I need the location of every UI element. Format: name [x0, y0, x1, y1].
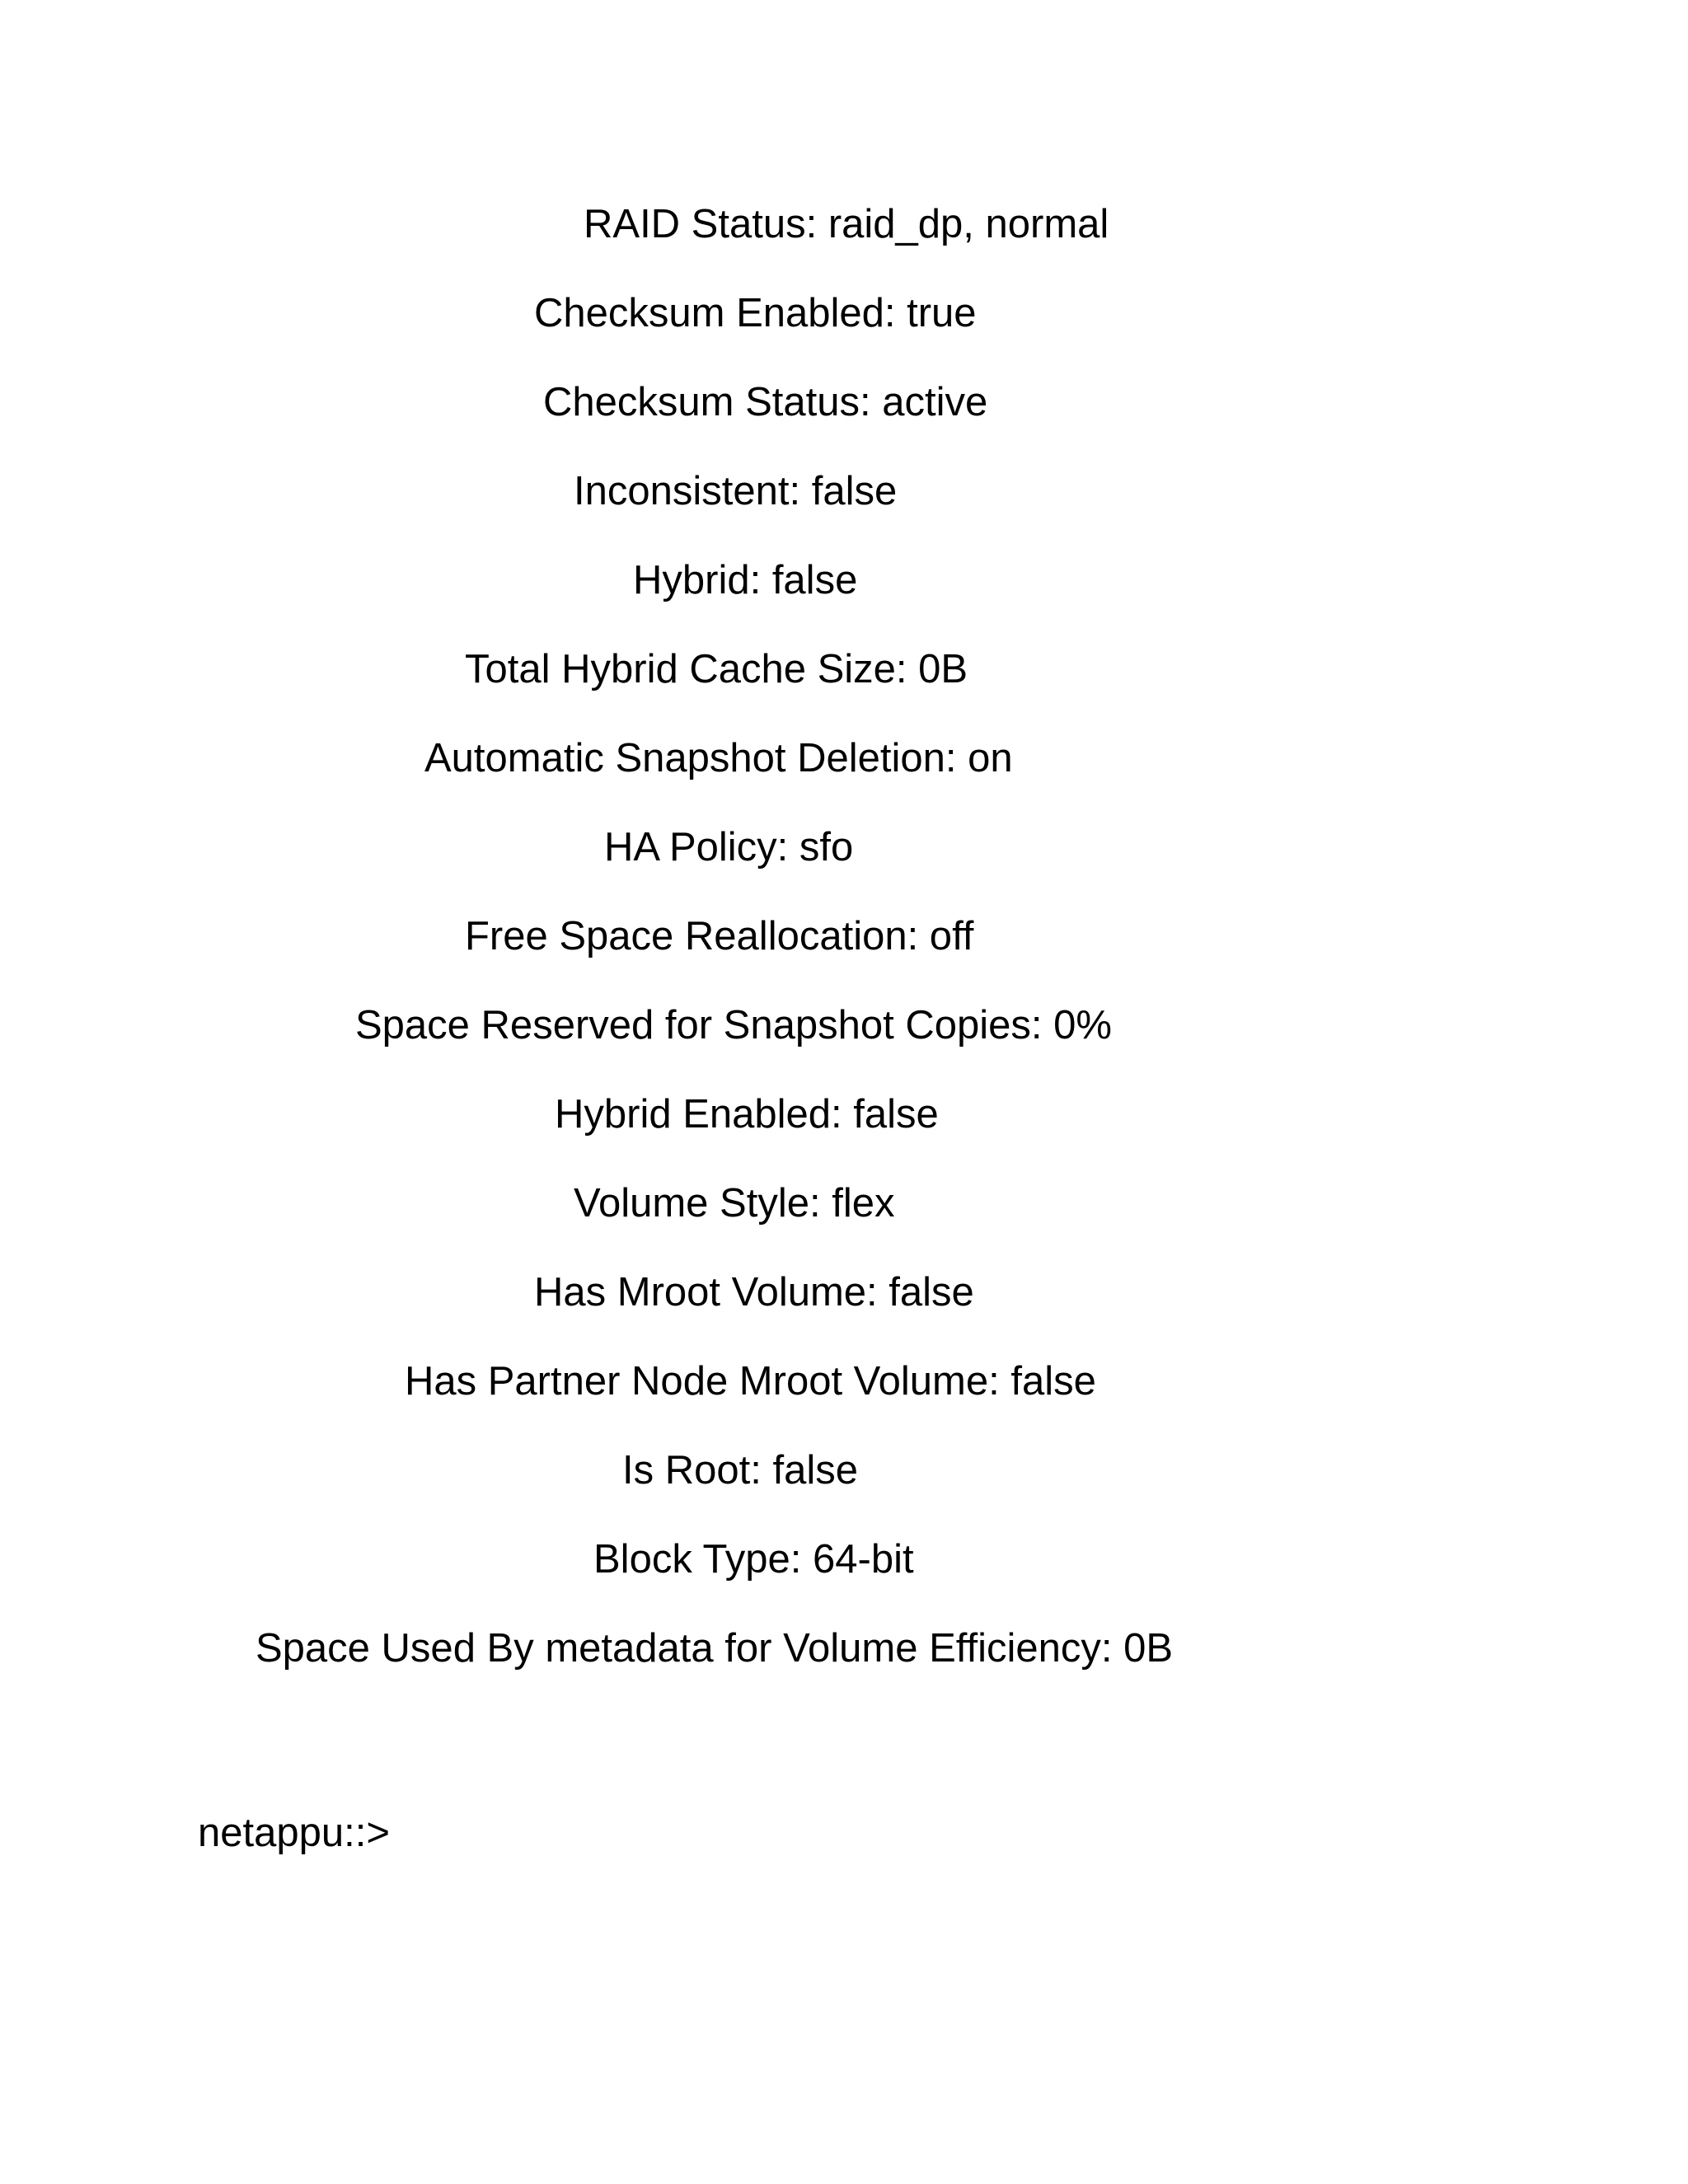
line-text: Space Reserved for Snapshot Copies: 0%: [355, 1003, 1112, 1047]
line-text: Has Partner Node Mroot Volume: false: [405, 1359, 1096, 1404]
line-text: RAID Status: raid_dp, normal: [584, 202, 1109, 246]
line-text: Checksum Enabled: true: [534, 291, 977, 335]
line-text: Total Hybrid Cache Size: 0B: [465, 647, 968, 691]
line-text: Volume Style: flex: [574, 1181, 895, 1226]
line-text: Has Mroot Volume: false: [534, 1270, 974, 1315]
line-text: Hybrid: false: [633, 558, 858, 602]
line-text: Block Type: 64-bit: [593, 1537, 914, 1582]
line-text: Automatic Snapshot Deletion: on: [424, 736, 1013, 780]
line-text: HA Policy: sfo: [604, 825, 854, 869]
line-text: Inconsistent: false: [574, 469, 898, 513]
line-text: Space Used By metadata for Volume Efficiency: 0B: [256, 1626, 1174, 1671]
line-text: Checksum Status: active: [543, 380, 988, 424]
line-text: Is Root: false: [622, 1448, 858, 1493]
line-text: Free Space Reallocation: off: [465, 914, 974, 958]
line-text: Hybrid Enabled: false: [555, 1092, 939, 1137]
cli-prompt: netappu::>: [198, 1811, 390, 1855]
